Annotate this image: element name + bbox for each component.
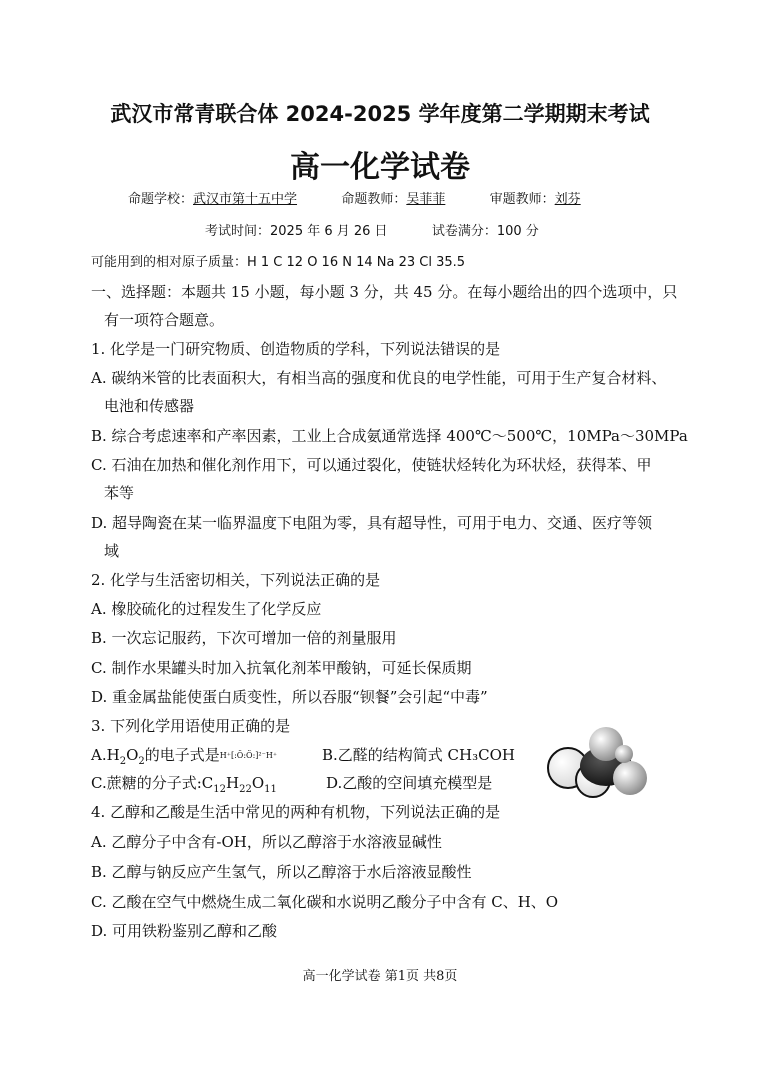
exam-time: 考试时间：2025 年 6 月 26 日 [205, 224, 388, 239]
page-footer: 高一化学试卷 第1页 共8页 [302, 969, 458, 984]
q1-option-a-cont: 电池和传感器 [104, 397, 195, 415]
q2-option-c: C. 制作水果罐头时加入抗氧化剂苯甲酸钠，可延长保质期 [91, 659, 472, 677]
q2-stem: 2. 化学与生活密切相关，下列说法正确的是 [91, 571, 381, 589]
author-name: 吴菲菲 [406, 192, 446, 207]
exam-meta-authors [128, 190, 581, 210]
q4-option-c: C. 乙酸在空气中燃烧生成二氧化碳和水说明乙酸分子中含有 C、H、O [91, 893, 559, 911]
school-label: 命题学校： [128, 192, 194, 207]
exam-time-score [205, 222, 539, 242]
acetic-acid-space-filling-model [546, 724, 658, 806]
q1-option-d-cont: 域 [104, 542, 120, 560]
q3-stem: 3. 下列化学用语使用正确的是 [91, 717, 291, 735]
exam-score: 试卷满分：100 分 [431, 224, 539, 239]
q4-option-d: D. 可用铁粉鉴别乙醇和乙酸 [91, 922, 278, 940]
q2-option-b: B. 一次忘记服药，下次可增加一倍的剂量服用 [91, 629, 397, 647]
exam-title: 武汉市常青联合体 2024-2025 学年度第二学期期末考试 [110, 102, 650, 126]
electron-formula: H⁺[:Ö:Ö:]²⁻H⁺ [219, 751, 278, 760]
q4-stem: 4. 乙醇和乙酸是生活中常见的两种有机物，下列说法正确的是 [91, 803, 501, 821]
exam-subtitle: 高一化学试卷 [290, 150, 470, 185]
q4-option-b: B. 乙醇与钠反应产生氢气，所以乙醇溶于水后溶液显酸性 [91, 863, 472, 881]
q1-option-c: C. 石油在加热和催化剂作用下，可以通过裂化，使链状烃转化为环状烃，获得苯、甲 [91, 456, 652, 474]
q3-option-d: D.乙酸的空间填充模型是 [326, 774, 493, 792]
author-label: 命题教师： [341, 192, 407, 207]
q3-option-a: $A.H_2O_2$的电子式是H⁺[:Ö:Ö:]²⁻H⁺ [91, 746, 278, 767]
q1-option-b: B. 综合考虑速率和产率因素，工业上合成氨通常选择 400℃～500℃，10MPa～30MPa [91, 427, 688, 445]
q4-option-a: A. 乙醇分子中含有-OH，所以乙醇溶于水溶液显碱性 [91, 833, 442, 851]
section-instructions-line1: 一、选择题：本题共 15 小题，每小题 3 分，共 45 分。在每小题给出的四个选项中，只 [91, 283, 678, 301]
q3-option-c: C.蔗糖的分子式$:C_{12}H_{22}O_{11}$ [91, 774, 277, 795]
school-name: 武汉市第十五中学 [193, 192, 298, 207]
atomic-masses: 可能用到的相对原子质量：H 1 C 12 O 16 N 14 Na 23 Cl 35.5 [91, 255, 466, 270]
q1-option-c-cont: 苯等 [104, 484, 135, 502]
q1-stem: 1. 化学是一门研究物质、创造物质的学科，下列说法错误的是 [91, 340, 501, 358]
reviewer-name: 刘芬 [554, 192, 581, 207]
q2-option-d: D. 重金属盐能使蛋白质变性，所以吞服“钡餐”会引起“中毒” [91, 688, 488, 706]
q3-option-b: B.乙醛的结构简式 CH₃COH [322, 746, 515, 764]
q1-option-a: A. 碳纳米管的比表面积大，有相当高的强度和优良的电学性能，可用于生产复合材料、 [91, 369, 667, 387]
section-instructions-line2: 有一项符合题意。 [104, 311, 225, 329]
reviewer-label: 审题教师： [489, 192, 555, 207]
q2-option-a: A. 橡胶硫化的过程发生了化学反应 [91, 600, 322, 618]
q1-option-d: D. 超导陶瓷在某一临界温度下电阻为零，具有超导性，可用于电力、交通、医疗等领 [91, 514, 653, 532]
